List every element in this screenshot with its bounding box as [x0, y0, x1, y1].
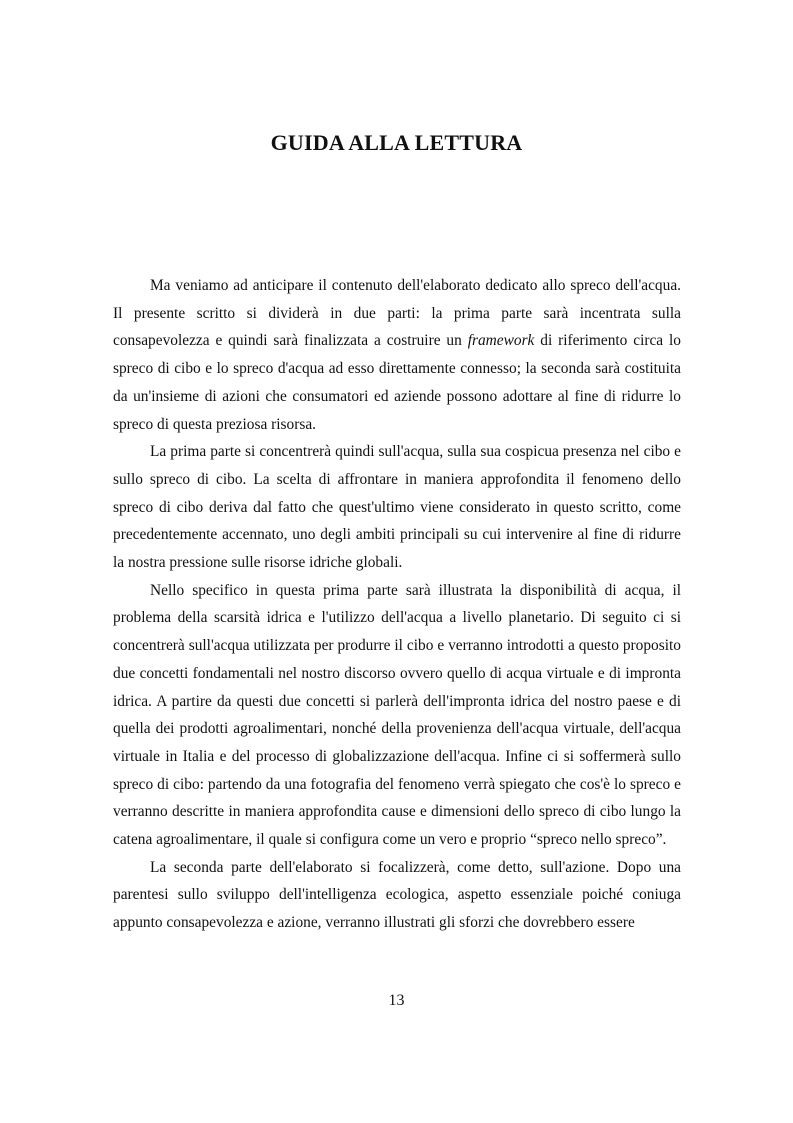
body-text [113, 272, 681, 937]
paragraph-3: Nello specifico in questa prima parte sarà illustrata la disponibilità di acqua, il problema della scarsità idrica e l'utilizzo dell'acqua a livello planetario. Di seguito ci si concentrerà sull'acqua utilizzata per produrre il cibo e verranno introdotti a questo proposito due concetti fondamentali nel nostro discorso ovvero quello di acqua virtuale e di impronta idrica. A partire da questi due concetti si parlerà dell'impronta idrica del nostro paese e di quella dei prodotti agroalimentari, nonché della provenienza dell'acqua virtuale, dell'acqua virtuale in Italia e del processo di globalizzazione dell'acqua. Infine ci si soffermerà sullo spreco di cibo: partendo da una fotografia del fenomeno verrà spiegato che cos'è lo spreco e verranno descritte in maniera approfondita cause e dimensioni dello spreco di cibo lungo la catena agroalimentare, il quale si configura come un vero e proprio “spreco nello spreco”. [113, 581, 681, 849]
paragraph-1-text-before: Ma veniamo ad anticipare il contenuto dell'elaborato dedicato allo spreco dell'acqua. Il presente scritto si dividerà in due parti: la prima parte sarà incentrata sulla consapevolezza e quindi sarà finalizzata a costruire un [113, 277, 681, 350]
paragraph-1-emphasis: framework [467, 332, 535, 350]
paragraph-1-text-after: di riferimento circa lo spreco di cibo e lo spreco d'acqua ad esso direttamente connesso; la seconda sarà costituita da un'insieme di azioni che consumatori ed aziende possono adottare al fine di ridurre lo spreco di questa preziosa risorsa. [113, 332, 681, 433]
paragraph-2: La prima parte si concentrerà quindi sull'acqua, sulla sua cospicua presenza nel cibo e sullo spreco di cibo. La scelta di affrontare in maniera approfondita il fenomeno dello spreco di cibo deriva dal fatto che quest'ultimo viene considerato in questo scritto, come precedentemente accennato, uno degli ambiti principali su cui intervenire al fine di ridurre la nostra pressione sulle risorse idriche globali. [113, 443, 681, 572]
paragraph-1 [113, 272, 681, 438]
paragraph-4: La seconda parte dell'elaborato si focalizzerà, come detto, sull'azione. Dopo una parentesi sullo sviluppo dell'intelligenza ecologica, aspetto essenziale poiché coniuga appunto consapevolezza e azione, verranno illustrati gli sforzi che dovrebbero essere [113, 858, 681, 932]
page-number: 13 [388, 992, 405, 1009]
page-title: GUIDA ALLA LETTURA [270, 130, 523, 155]
